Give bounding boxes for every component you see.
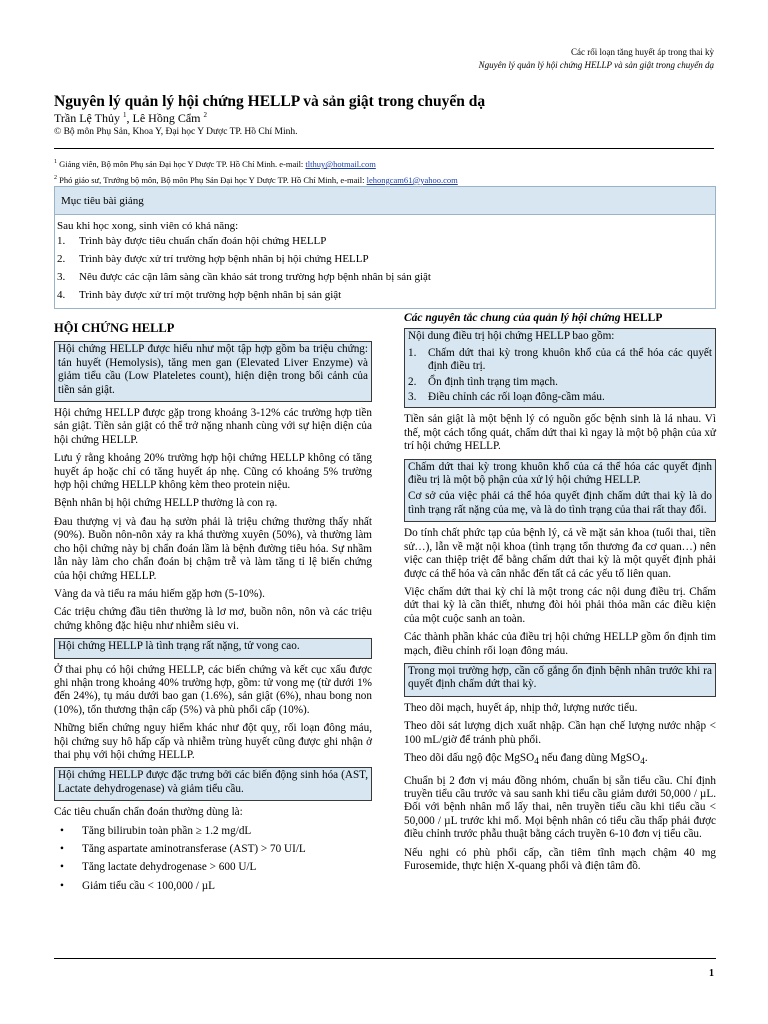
highlight-box-biochem bbox=[54, 767, 372, 801]
list-item-text: Tăng bilirubin toàn phần ≥ 1.2 mg/dL bbox=[82, 824, 252, 837]
objectives-list bbox=[55, 232, 715, 304]
paragraph: Các thành phần khác của điều trị hội chứng HELLP gồm ổn định tim mạch, điều chỉnh rối loạn đông máu. bbox=[404, 631, 716, 657]
list-item-text: Giảm tiểu cầu < 100,000 / µL bbox=[82, 879, 215, 892]
author-name: Trần Lệ Thủy bbox=[54, 111, 120, 125]
author-separator: , bbox=[126, 111, 133, 125]
paragraph: Tiền sản giật là một bệnh lý có nguồn gốc bệnh sinh là lá nhau. Vì thế, một cách tổng quát, chấm dứt thai kì ngay là một bộ phận của xử trí hội chứng HELLP. bbox=[404, 413, 716, 453]
bullet: • bbox=[60, 861, 64, 874]
treatment-list bbox=[408, 347, 712, 405]
objective-text: Nêu được các cận lâm sàng cần khảo sát trong trường hợp bệnh nhân bị sản giật bbox=[79, 271, 431, 283]
highlight-box-stabilize bbox=[404, 663, 716, 697]
list-item bbox=[408, 376, 712, 389]
diagnostic-criteria-list bbox=[54, 825, 372, 894]
author-footnotes bbox=[54, 155, 458, 187]
author-footnote-marker: 2 bbox=[203, 111, 207, 119]
list-item-text: Tăng aspartate aminotransferase (AST) > 70 UI/L bbox=[82, 843, 306, 855]
text-run: nếu đang dùng MgSO bbox=[538, 751, 641, 764]
highlight-text: Cơ sở của việc phải cá thể hóa quyết định chấm dứt thai kỳ là do tình trạng rất nặng của mẹ, và là do tình trạng của thai rất thay đổi. bbox=[408, 490, 712, 516]
list-item bbox=[408, 347, 712, 374]
list-item-text: Chấm dứt thai kỳ trong khuôn khổ của cá thể hóa các quyết định điều trị. bbox=[428, 346, 712, 373]
objectives-heading: Mục tiêu bài giảng bbox=[55, 187, 715, 215]
highlight-text: Hội chứng HELLP được đặc trưng bởi các biến động sinh hóa (AST, Lactate dehydrogenase) và giảm tiểu cầu. bbox=[58, 769, 368, 795]
paragraph: Nếu nghi có phù phổi cấp, cần tiêm tĩnh mạch chậm 40 mg Furosemide, thực hiện X-quang phổi và điện tâm đồ. bbox=[404, 846, 716, 873]
author-name: Lê Hồng Cẩm bbox=[132, 111, 201, 125]
highlight-text: Hội chứng HELLP là tình trạng rất nặng, tử vong cao. bbox=[58, 640, 300, 653]
list-number: 2. bbox=[408, 375, 417, 388]
paragraph: Bệnh nhân bị hội chứng HELLP thường là con rạ. bbox=[54, 497, 278, 510]
highlight-box-severity bbox=[54, 638, 372, 658]
highlight-text: Trong mọi trường hợp, cần cố gắng ổn định bệnh nhân trước khi ra quyết định chấm dứt thai kỳ. bbox=[408, 664, 712, 691]
objective-number: 4. bbox=[57, 289, 66, 301]
paragraph: Theo dõi mạch, huyết áp, nhịp thở, lượng nước tiểu. bbox=[404, 701, 638, 714]
list-item bbox=[54, 880, 372, 893]
running-header-chapter: Nguyên lý quản lý hội chứng HELLP và sản giật trong chuyển dạ bbox=[478, 60, 714, 70]
subscript: 4 bbox=[534, 757, 539, 768]
list-item bbox=[408, 391, 712, 404]
paragraph: Theo dõi sát lượng dịch xuất nhập. Cần hạn chế lượng nước nhập < 100 mL/giờ để tránh phù phổi. bbox=[404, 720, 716, 746]
page-number: 1 bbox=[709, 968, 714, 979]
email-link[interactable]: tlthuy@hotmail.com bbox=[305, 158, 376, 169]
footnote-text: Giảng viên, Bộ môn Phụ sản Đại học Y Dược TP. Hồ Chí Minh. e-mail: bbox=[57, 158, 306, 169]
footer-divider bbox=[54, 958, 716, 959]
section-heading-hellp: HỘI CHỨNG HELLP bbox=[54, 321, 175, 335]
objective-text: Trình bày được xử trí một trường hợp bệnh nhân bị sản giật bbox=[79, 289, 342, 301]
highlight-box-definition bbox=[54, 341, 372, 402]
document-title: Nguyên lý quản lý hội chứng HELLP và sản giật trong chuyển dạ bbox=[54, 93, 486, 110]
highlight-text: Chấm dứt thai kỳ trong khuôn khổ của cá thể hóa các quyết định điều trị là một bộ phận của xử lý hội chứng HELLP. bbox=[408, 460, 712, 487]
paragraph: Đau thượng vị và đau hạ sườn phải là triệu chứng thường thấy nhất (90%). Buồn nôn-nôn xảy ra khá thường xuyên (50%), và thường làm cho hội chứng này bị chẩn đoán lầm là bệnh đường tiêu hóa. Sự nhầm lẫn này làm cho chẩn đoán bị chậm trễ và làm tăng tỉ lệ biến chứng của hội chứng HELLP. bbox=[54, 515, 372, 582]
highlight-text: Nội dung điều trị hội chứng HELLP bao gồm: bbox=[408, 330, 615, 343]
paragraph bbox=[404, 752, 716, 770]
footnote bbox=[54, 171, 458, 187]
objective-item bbox=[55, 232, 715, 250]
objective-number: 2. bbox=[57, 253, 66, 265]
list-number: 1. bbox=[408, 346, 417, 359]
paragraph: Hội chứng HELLP được gặp trong khoảng 3-12% các trường hợp tiền sản giật. Tiền sản giật có thể trở nặng nhanh cùng với sự hiện diện của hội chứng HELLP. bbox=[54, 407, 372, 446]
paragraph: Những biến chứng nguy hiểm khác như đột quỵ, rối loạn đông máu, hội chứng suy hô hấp cấp và nhiễm trùng huyết cũng được ghi nhận ở thai phụ với hội chứng HELLP. bbox=[54, 722, 372, 761]
objective-number: 3. bbox=[57, 271, 66, 283]
footnote-text: Phó giáo sư, Trưởng bộ môn, Bộ môn Phụ Sản Đại học Y Dược TP. Hồ Chí Minh, e-mail: bbox=[57, 174, 367, 185]
objective-item bbox=[55, 250, 715, 268]
objective-number: 1. bbox=[57, 235, 66, 247]
list-item bbox=[54, 825, 372, 838]
left-column bbox=[54, 312, 372, 898]
list-item-text: Tăng lactate dehydrogenase > 600 U/L bbox=[82, 861, 257, 874]
paragraph: Vàng da và tiểu ra máu hiếm gặp hơn (5-10%). bbox=[54, 587, 265, 600]
highlight-box-treatment bbox=[404, 328, 716, 408]
list-item bbox=[54, 843, 372, 856]
list-number: 3. bbox=[408, 391, 417, 404]
affiliation: © Bộ môn Phụ Sản, Khoa Y, Đại học Y Dược TP. Hồ Chí Minh. bbox=[54, 127, 298, 137]
footnote-marker: 2 bbox=[54, 174, 57, 181]
objective-text: Trình bày được xử trí trường hợp bệnh nhân bị hội chứng HELLP bbox=[79, 253, 369, 265]
paragraph: Chuẩn bị 2 đơn vị máu đồng nhóm, chuẩn bị sẵn tiểu cầu. Chỉ định truyền tiểu cầu trước và sau sanh khi tiểu cầu giảm dưới 50,000 / µL. Đối với bệnh nhân mổ lấy thai, nên truyền tiểu cầu khi tiểu cầu < 50,000 / µL trước khi mổ. Mọi bệnh nhân có tiểu cầu thấp phải được điều chỉnh trước phẫu thuật bằng cách truyền 6-10 đơn vị tiểu cầu. bbox=[404, 774, 716, 841]
objective-item bbox=[55, 286, 715, 304]
list-item-text: Ổn định tình trạng tim mạch. bbox=[428, 375, 558, 388]
paragraph: Các triệu chứng đầu tiên thường là lơ mơ, buồn nôn, nôn và các triệu chứng không đặc hiệu như nhiễm siêu vi. bbox=[54, 606, 372, 632]
objective-item bbox=[55, 268, 715, 286]
footnote-marker: 1 bbox=[54, 159, 57, 165]
paragraph: Việc chấm dứt thai kỳ chỉ là một trong các nội dung điều trị. Chấm dứt thai kỳ là cần thiết, nhưng đòi hỏi phải thỏa mãn các điều kiện của một cuộc sanh an toàn. bbox=[404, 585, 716, 625]
right-column bbox=[404, 312, 716, 878]
objectives-intro: Sau khi học xong, sinh viên có khả năng: bbox=[57, 220, 239, 232]
text-run: Theo dõi dấu ngộ độc MgSO bbox=[404, 751, 535, 764]
footnote bbox=[54, 155, 458, 171]
heading-text: HELLP bbox=[623, 312, 663, 324]
list-item bbox=[54, 861, 372, 874]
author-line bbox=[54, 111, 207, 126]
bullet: • bbox=[60, 843, 64, 855]
heading-text: Các nguyên tắc chung của quản lý hội chứng bbox=[404, 312, 624, 324]
highlight-text: Hội chứng HELLP được hiểu như một tập hợp gồm ba triệu chứng: tán huyết (Hemolysis), tăng men gan (Elevated Liver Enzyme) và giảm tiểu cầu (Low Plateletes count), hiện diện trong bối cảnh của tiền sản giật. bbox=[58, 343, 368, 396]
bullet: • bbox=[60, 824, 64, 837]
list-item-text: Điều chỉnh các rối loạn đông-cầm máu. bbox=[428, 391, 605, 404]
subscript: 4 bbox=[640, 757, 645, 768]
paragraph: Lưu ý rằng khoảng 20% trường hợp hội chứng HELLP không có tăng huyết áp hoặc chỉ có tăng huyết áp nhẹ. Cũng có khoảng 5% trường hợp hội chứng HELLP không kèm theo protein niệu. bbox=[54, 452, 372, 492]
learning-objectives-box bbox=[54, 186, 716, 309]
paragraph: Ở thai phụ có hội chứng HELLP, các biến chứng và kết cục xấu được ghi nhận trong khoảng 40% trường hợp, gồm: tử vong mẹ (từ dưới 1% đến 24%), tụ máu dưới bao gan (1.6%), sản giật (6%), nhau bong non (10%), tổn thương thận cấp (5%) và phù phổi cấp (10%). bbox=[54, 663, 372, 716]
author-footnote-marker: 1 bbox=[123, 111, 127, 119]
objective-text: Trình bày được tiêu chuẩn chẩn đoán hội chứng HELLP bbox=[79, 235, 327, 247]
paragraph: Các tiêu chuẩn chẩn đoán thường dùng là: bbox=[54, 806, 243, 819]
running-header-series: Các rối loạn tăng huyết áp trong thai kỳ bbox=[571, 47, 714, 57]
running-header bbox=[479, 46, 714, 72]
paragraph: Do tính chất phức tạp của bệnh lý, cả về mặt sản khoa (tuổi thai, tiền sử…), lẫn về mặt nội khoa (tình trạng tổn thương đa cơ quan…) nên việc can thiệp triệt để bằng chấm dứt thai kỳ là một quyết định phải được cá thể hóa và cân nhắc đến tất cả các yếu tố liên quan. bbox=[404, 527, 716, 580]
highlight-box-termination bbox=[404, 459, 716, 523]
header-divider bbox=[54, 148, 714, 149]
text-run: . bbox=[644, 751, 648, 764]
section-heading-principles bbox=[404, 312, 716, 325]
bullet: • bbox=[60, 879, 64, 892]
email-link[interactable]: lehongcam61@yahoo.com bbox=[366, 174, 458, 185]
